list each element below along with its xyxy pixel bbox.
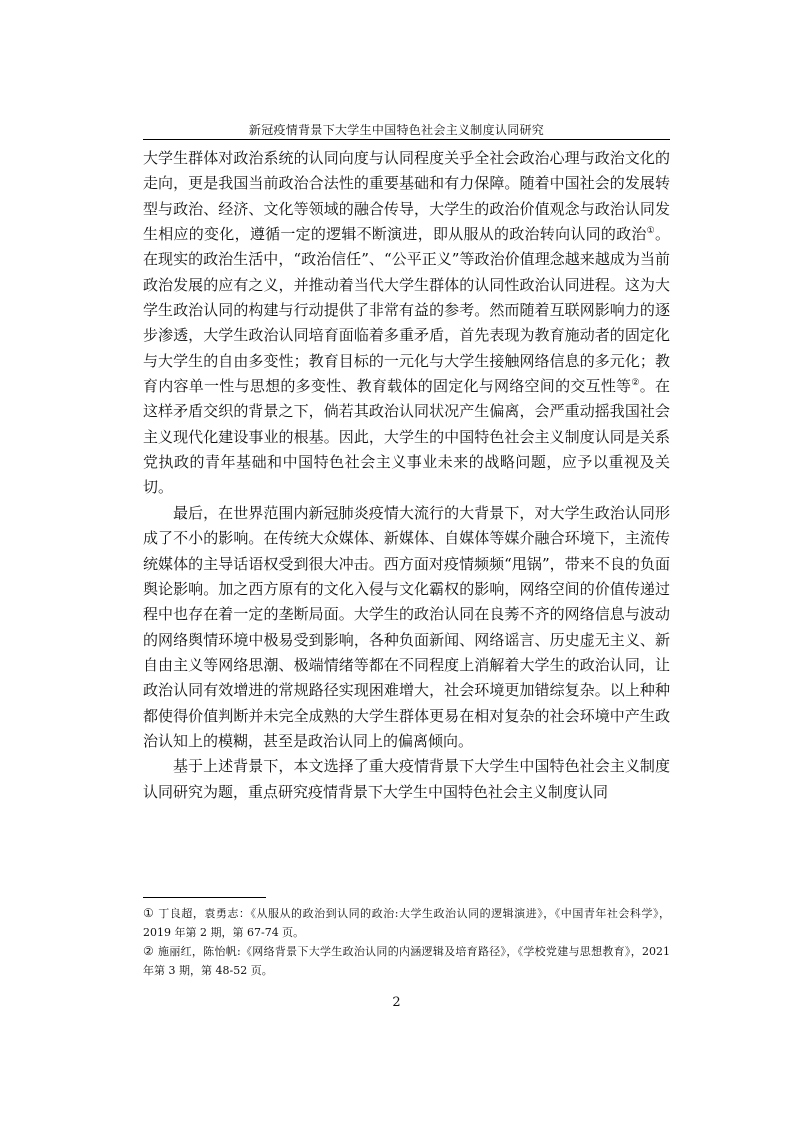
footnote-ref-2[interactable]: ② — [631, 378, 640, 389]
paragraph-3: 基于上述背景下，本文选择了重大疫情背景下大学生中国特色社会主义制度认同研究为题，重点研究疫情背景下大学生中国特色社会主义制度认同 — [143, 757, 670, 801]
footnote-ref-1[interactable]: ① — [646, 226, 655, 237]
footnote-1-text: 丁良超，袁勇志：《从服从的政治到认同的政治:大学生政治认同的逻辑演进》，《中国青年社会科学》，2019 年第 2 期，第 67-74 页。 — [143, 907, 670, 939]
paragraph-1-part-2: 。在现实的政治生活中，“政治信任”、“公平正义”等政治价值理念越来越成为当前政治发展的应有之义，并推动着当代大学生群体的认同性政治认同进程。这为大学生政治认同的构建与行动提供了非常有益的参考。然而随着互联网影响力的逐步渗透，大学生政治认同培育面临着多重矛盾，首先表现为教育施动者的固定化与大学生的自由多变性；教育目标的一元化与大学生接触网络信息的多元化；教育内容单一性与思想的多变性、教育载体的固定化与网络空间的交互性等 — [143, 225, 670, 396]
footnote-2-mark: ② — [143, 944, 155, 958]
paragraph-1-part-1: 大学生群体对政治系统的认同向度与认同程度关乎全社会政治心理与政治文化的走向，更是我国当前政治合法性的重要基础和有力保障。随着中国社会的发展转型与政治、经济、文化等领域的融合传导，大学生的政治价值观念与政治认同发生相应的变化，遵循一定的逻辑不断演进，即从服从的政治转向认同的政治 — [143, 149, 670, 244]
header-divider — [143, 139, 670, 140]
paragraph-1-part-3: 。在这样矛盾交织的背景之下，倘若其政治认同状况产生偏离，会严重动摇我国社会主义现代化建设事业的根基。因此，大学生的中国特色社会主义制度认同是关系党执政的青年基础和中国特色社会主义事业未来的战略问题，应予以重视及关切。 — [143, 377, 670, 497]
paragraph-2: 最后，在世界范围内新冠肺炎疫情大流行的大背景下，对大学生政治认同形成了不小的影响。在传统大众媒体、新媒体、自媒体等媒介融合环境下，主流传统媒体的主导话语权受到很大冲击。西方面对疫情频频“甩锅”，带来不良的负面舆论影响。加之西方原有的文化入侵与文化霸权的影响，网络空间的价值传递过程中也存在着一定的垄断局面。大学生的政治认同在良莠不齐的网络信息与波动的网络舆情环境中极易受到影响，各种负面新闻、网络谣言、历史虚无主义、新自由主义等网络思潮、极端情绪等都在不同程度上消解着大学生的政治认同，让政治认同有效增进的常规路径实现困难增大，社会环境更加错综复杂。以上种种都使得价值判断并未完全成熟的大学生群体更易在相对复杂的社会环境中产生政治认知上的模糊，甚至是政治认同上的偏离倾向。 — [143, 503, 670, 750]
footnote-1-mark: ① — [143, 906, 155, 920]
body-text — [143, 146, 670, 805]
footnote-divider — [143, 897, 266, 898]
footnote-2 — [143, 942, 670, 980]
paragraph-1 — [143, 146, 670, 501]
footnotes — [143, 904, 670, 980]
page-number: 2 — [392, 995, 401, 1010]
footnote-1 — [143, 904, 670, 942]
footnote-2-text: 施丽红，陈怡帆:《网络背景下大学生政治认同的内涵逻辑及培育路径》，《学校党建与思想教育》，2021 年第 3 期，第 48-52 页。 — [143, 945, 670, 977]
running-header: 新冠疫情背景下大学生中国特色社会主义制度认同研究 — [248, 123, 545, 137]
